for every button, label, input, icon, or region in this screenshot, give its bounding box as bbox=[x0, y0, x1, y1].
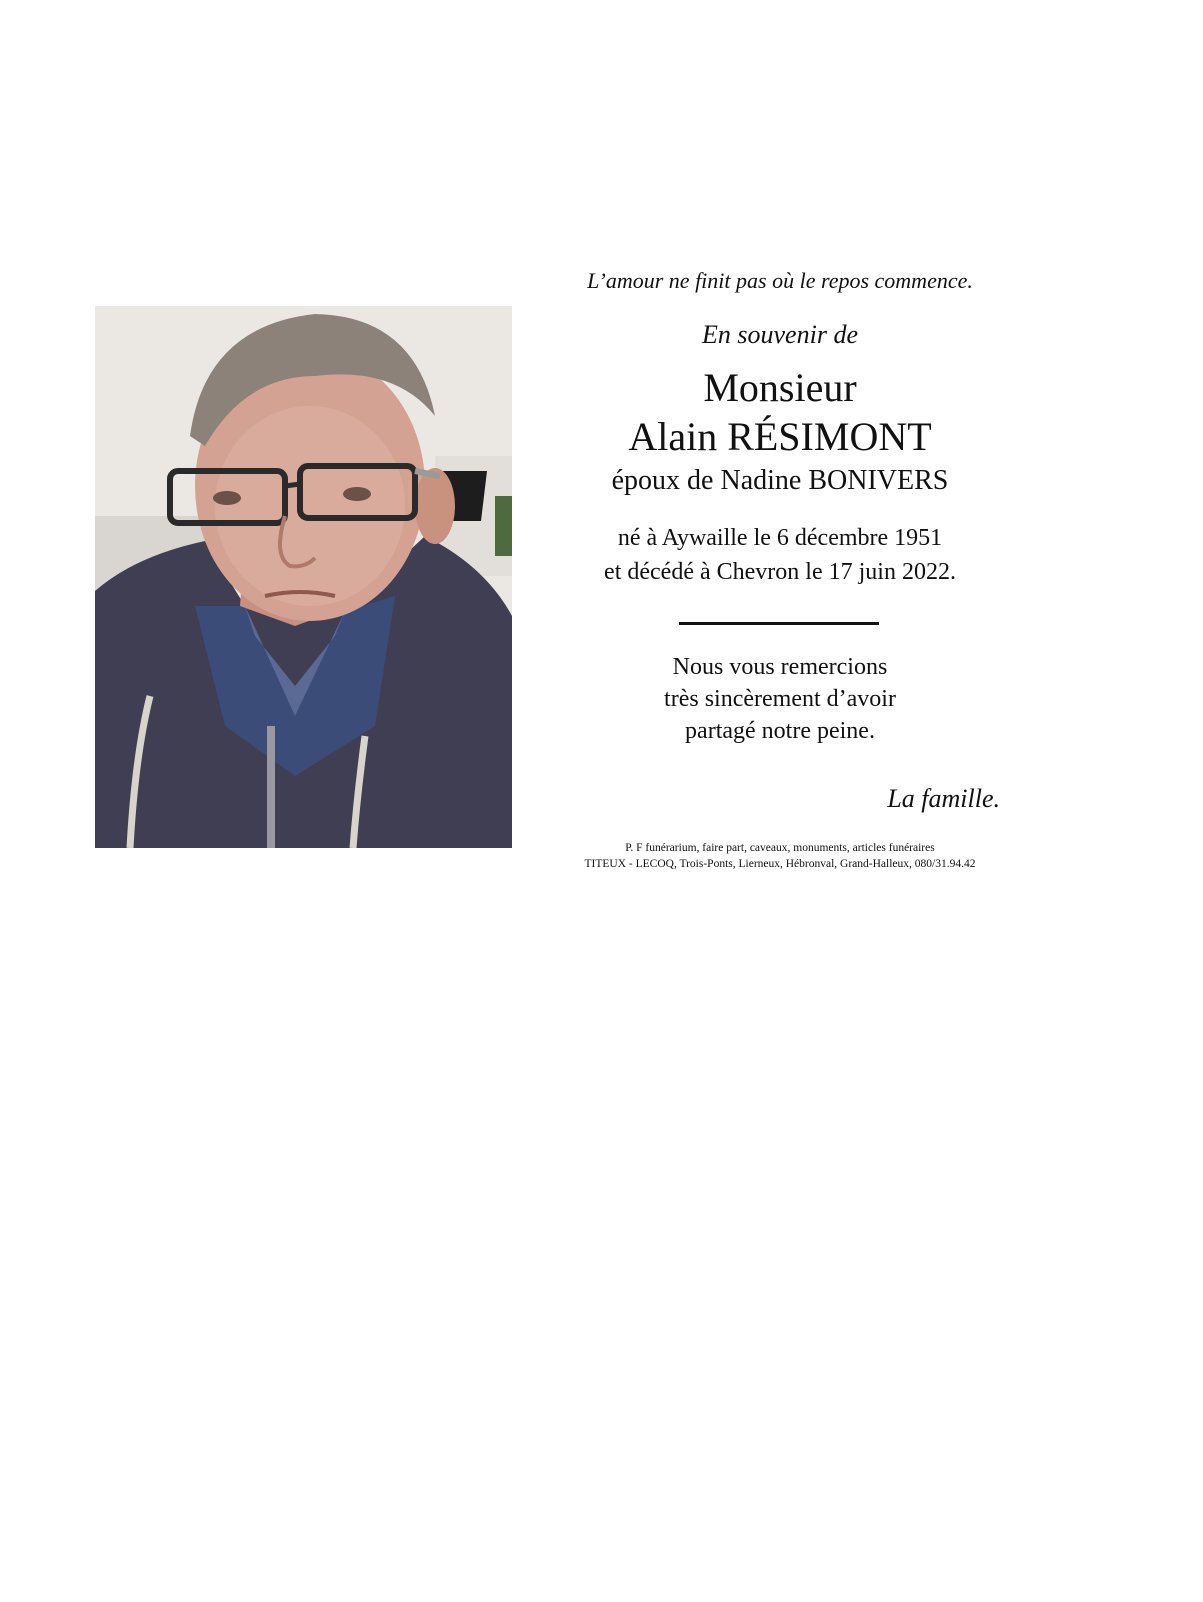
portrait-photo bbox=[95, 306, 512, 848]
death-line: et décédé à Chevron le 17 juin 2022. bbox=[604, 559, 956, 585]
quote: L’amour ne finit pas où le repos commence. bbox=[587, 268, 973, 293]
honorific: Monsieur bbox=[703, 365, 857, 410]
thanks-line-1: Nous vous remercions bbox=[672, 654, 888, 680]
thanks-line-2: très sincèrement d’avoir bbox=[664, 686, 896, 712]
portrait-illustration bbox=[95, 306, 512, 848]
spouse-line: époux de Nadine BONIVERS bbox=[611, 465, 949, 496]
footer-contact: TITEUX - LECOQ, Trois-Ponts, Lierneux, Hébronval, Grand-Halleux, 080/31.94.42 bbox=[584, 858, 976, 870]
footer-services: P. F funérarium, faire part, caveaux, monuments, articles funéraires bbox=[625, 842, 935, 854]
deceased-name: Alain RÉSIMONT bbox=[628, 414, 932, 459]
thanks-line-3: partagé notre peine. bbox=[685, 718, 875, 744]
divider bbox=[679, 622, 879, 625]
in-memory-heading: En souvenir de bbox=[702, 320, 858, 349]
birth-line: né à Aywaille le 6 décembre 1951 bbox=[617, 525, 943, 551]
signature: La famille. bbox=[887, 784, 1000, 813]
